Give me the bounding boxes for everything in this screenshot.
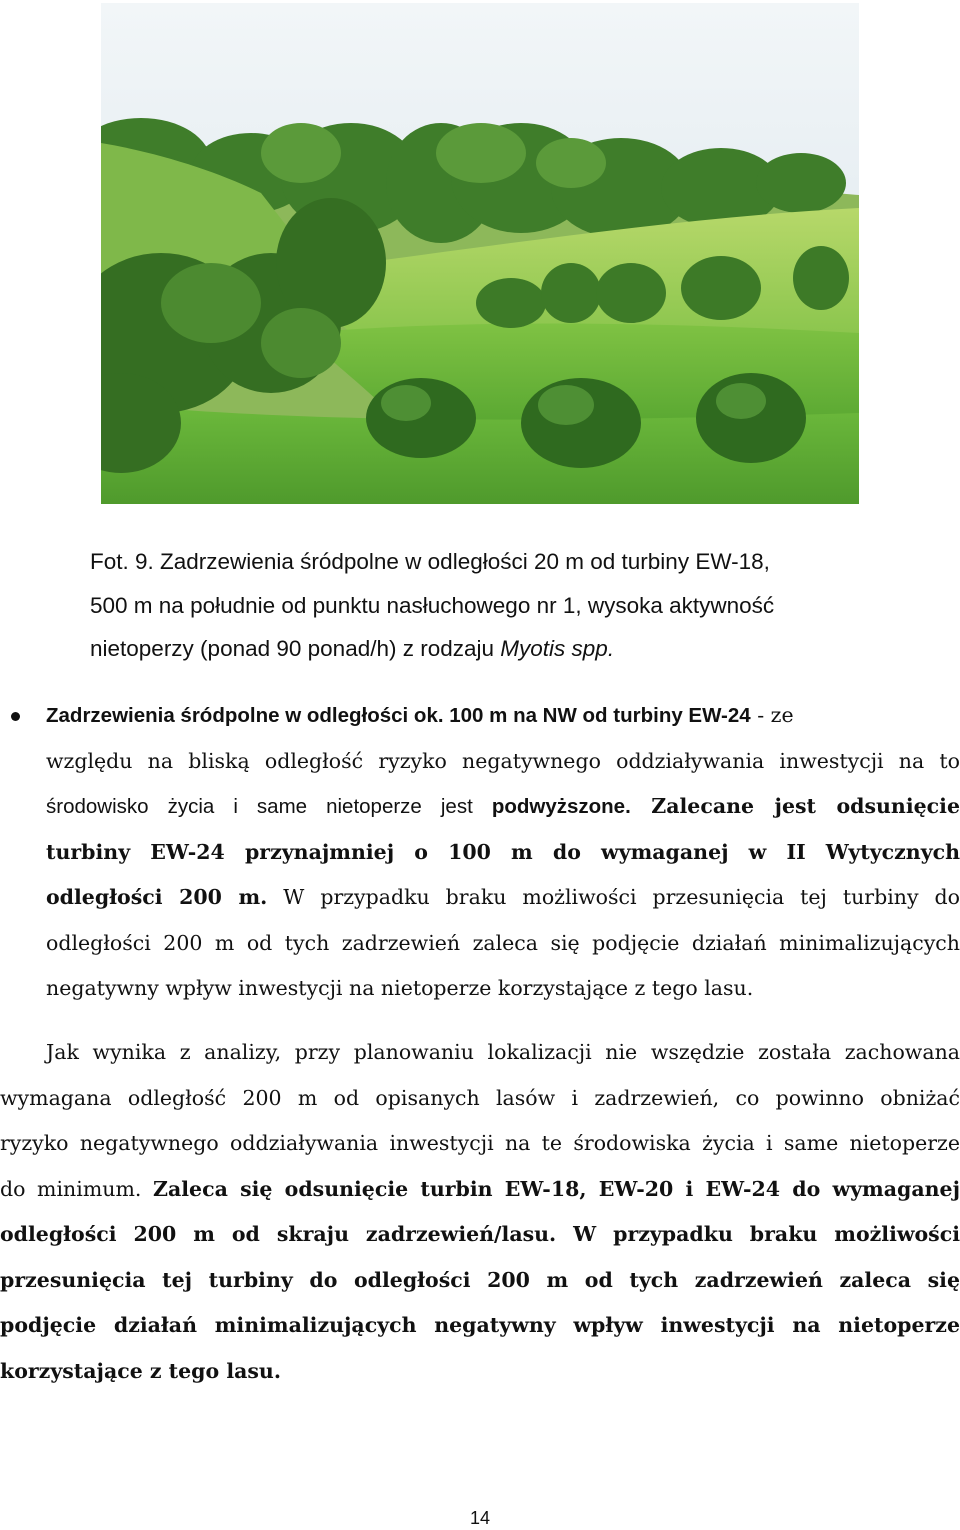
bullet-heading: Zadrzewienia śródpolne w odległości ok. 100 m na NW od turbiny EW-24: [46, 704, 751, 727]
bullet-line-3: [46, 784, 960, 830]
bullet-line-4: turbiny EW-24 przynajmniej o 100 m do wymaganej w II Wytycznych: [46, 839, 960, 864]
bullet-line-3-bold: Zalecane jest odsunięcie: [630, 794, 960, 818]
page-number: 14: [469, 1508, 491, 1528]
landscape-illustration: [101, 3, 859, 504]
para-line-4-bold: Zaleca się odsunięcie turbin EW-18, EW-20 i EW-24 do wymaganej: [153, 1176, 960, 1201]
caption-line-3: [90, 627, 890, 671]
para-line-7: podjęcie działań minimalizujących negatywny wpływ inwestycji na nietoperze: [0, 1313, 960, 1337]
para-line-4-prefix: do minimum.: [0, 1176, 154, 1201]
landscape-photo: [101, 3, 859, 504]
bullet-line-2: względu na bliską odległość ryzyko negatywnego oddziaływania inwestycji na to: [46, 748, 960, 773]
caption-line-2: 500 m na południe od punktu nasłuchowego nr 1, wysoka aktywność: [90, 592, 775, 618]
bullet-icon: [11, 712, 20, 721]
bullet-line-7: negatywny wpływ inwestycji na nietoperze korzystające z tego lasu.: [46, 976, 754, 1000]
conclusion-paragraph: [0, 1030, 960, 1394]
bullet-line-1: [46, 693, 960, 739]
bullet-line-5: [46, 875, 960, 921]
bullet-line-5-rest: W przypadku braku możliwości przesunięcia tej turbiny do: [267, 885, 960, 909]
bullet-line-5-bold: odległości 200 m.: [46, 885, 268, 909]
para-line-8: korzystające z tego lasu.: [0, 1358, 281, 1383]
bullet-line-3-prefix: środowisko życia i same nietoperze jest: [46, 795, 492, 818]
bullet-line-6: odległości 200 m od tych zadrzewień zaleca się podjęcie działań minimalizujących: [46, 930, 960, 955]
caption-line-1: Fot. 9. Zadrzewienia śródpolne w odległości 20 m od turbiny EW-18,: [90, 549, 770, 574]
para-line-5: odległości 200 m od skraju zadrzewień/lasu. W przypadku braku możliwości: [0, 1222, 960, 1246]
para-line-6: przesunięcia tej turbiny do odległości 200 m od tych zadrzewień zaleca się: [0, 1267, 960, 1292]
bullet-text: [46, 693, 960, 1012]
caption-species: Myotis spp.: [500, 636, 615, 661]
photo-caption: [90, 540, 890, 671]
bullet-line-3-emph: podwyższone.: [491, 795, 631, 818]
para-line-2: wymagana odległość 200 m od opisanych lasów i zadrzewień, co powinno obniżać: [0, 1085, 960, 1110]
bullet-line-1-rest: - ze: [750, 703, 794, 727]
para-line-4: [0, 1167, 960, 1213]
caption-line-3-text: nietoperzy (ponad 90 ponad/h) z rodzaju: [90, 636, 501, 661]
para-line-3: ryzyko negatywnego oddziaływania inwestycji na te środowiska życia i same nietoperze: [0, 1131, 960, 1155]
para-line-1: Jak wynika z analizy, przy planowaniu lokalizacji nie wszędzie została zachowana: [46, 1040, 960, 1064]
